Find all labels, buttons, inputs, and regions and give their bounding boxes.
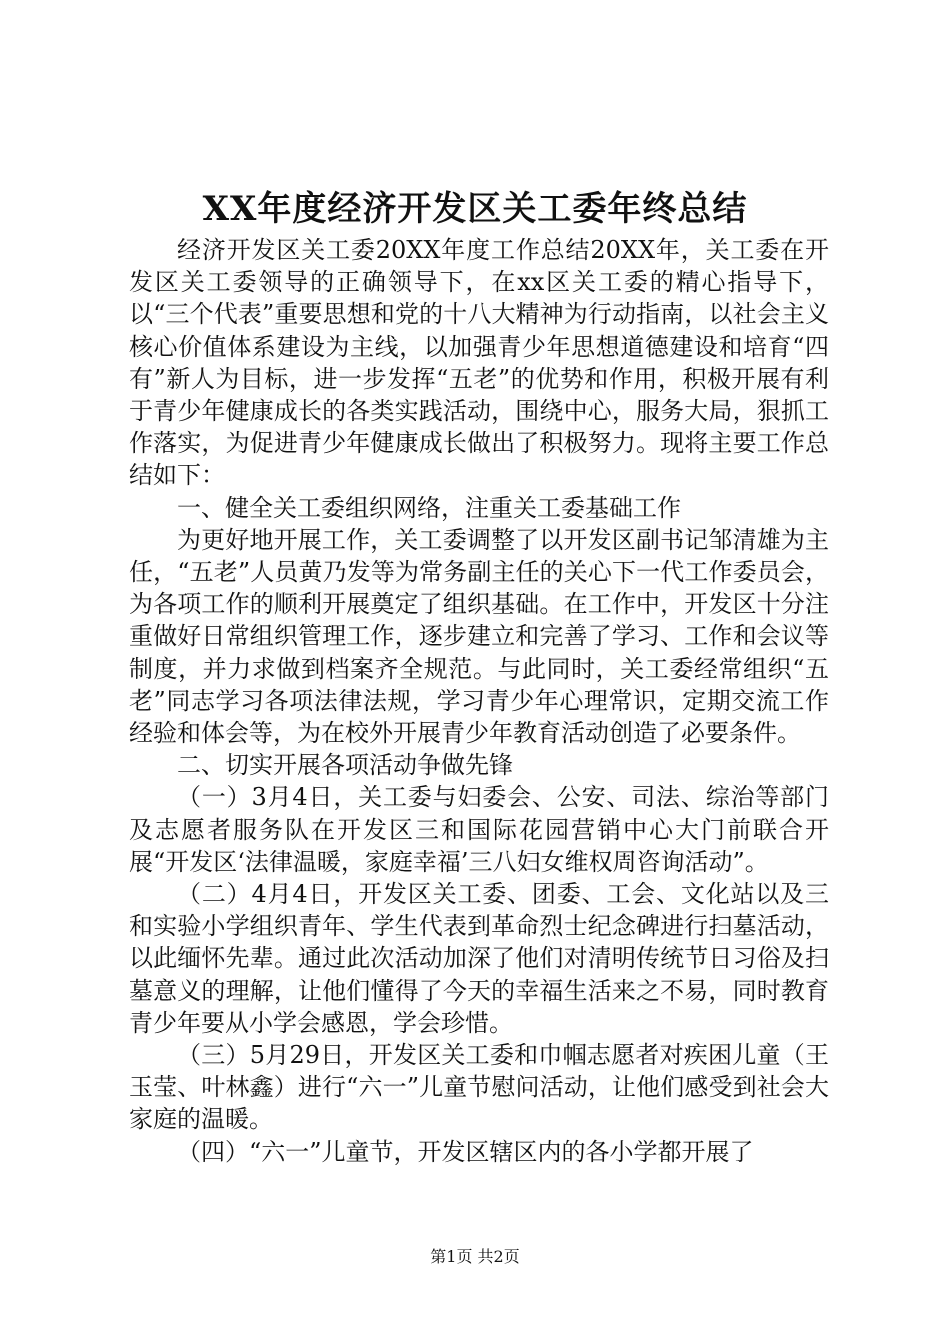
- activity-item-4: （四）“六一”儿童节，开发区辖区内的各小学都开展了: [177, 1137, 754, 1166]
- activity-item-1: （一）3月4日，关工委与妇委会、公安、司法、综治等部门及志愿者服务队在开发区三和国际花园营销中心大门前联合开展“开发区‘法律温暖，家庭幸福’三八妇女维权周咨询活动”。: [129, 783, 829, 876]
- section-heading-1: 一、健全关工委组织网络，注重关工委基础工作: [177, 493, 681, 522]
- document-title: XX年度经济开发区关工委年终总结: [202, 189, 748, 229]
- document-body: [129, 234, 829, 1168]
- activity-item-3: （三）5月29日，开发区关工委和巾帼志愿者对疾困儿童（王玉莹、叶林鑫）进行“六一”儿童节慰问活动，让他们感受到社会大家庭的温暖。: [129, 1041, 829, 1134]
- intro-paragraph: 经济开发区关工委20XX年度工作总结20XX年，关工委在开发区关工委领导的正确领导下，在xx区关工委的精心指导下，以“三个代表”重要思想和党的十八大精神为行动指南，以社会主义核心价值体系建设为主线，以加强青少年思想道德建设和培育“四有”新人为目标，进一步发挥“五老”的优势和作用，积极开展有利于青少年健康成长的各类实践活动，围绕中心，服务大局，狠抓工作落实，为促进青少年健康成长做出了积极努力。现将主要工作总结如下：: [129, 236, 829, 490]
- page-number-footer: 第1页 共2页: [430, 1247, 520, 1266]
- activity-item-2: （二）4月4日，开发区关工委、团委、工会、文化站以及三和实验小学组织青年、学生代表到革命烈士纪念碑进行扫墓活动，以此缅怀先辈。通过此次活动加深了他们对清明传统节日习俗及扫墓意义的理解，让他们懂得了今天的幸福生活来之不易，同时教育青少年要从小学会感恩，学会珍惜。: [129, 880, 829, 1037]
- section-1-paragraph: 为更好地开展工作，关工委调整了以开发区副书记邹清雄为主任，“五老”人员黄乃发等为常务副主任的关心下一代工作委员会，为各项工作的顺利开展奠定了组织基础。在工作中，开发区十分注重做好日常组织管理工作，逐步建立和完善了学习、工作和会议等制度，并力求做到档案齐全规范。与此同时，关工委经常组织“五老”同志学习各项法律法规，学习青少年心理常识，定期交流工作经验和体会等，为在校外开展青少年教育活动创造了必要条件。: [129, 525, 829, 748]
- section-heading-2: 二、切实开展各项活动争做先锋: [177, 751, 513, 780]
